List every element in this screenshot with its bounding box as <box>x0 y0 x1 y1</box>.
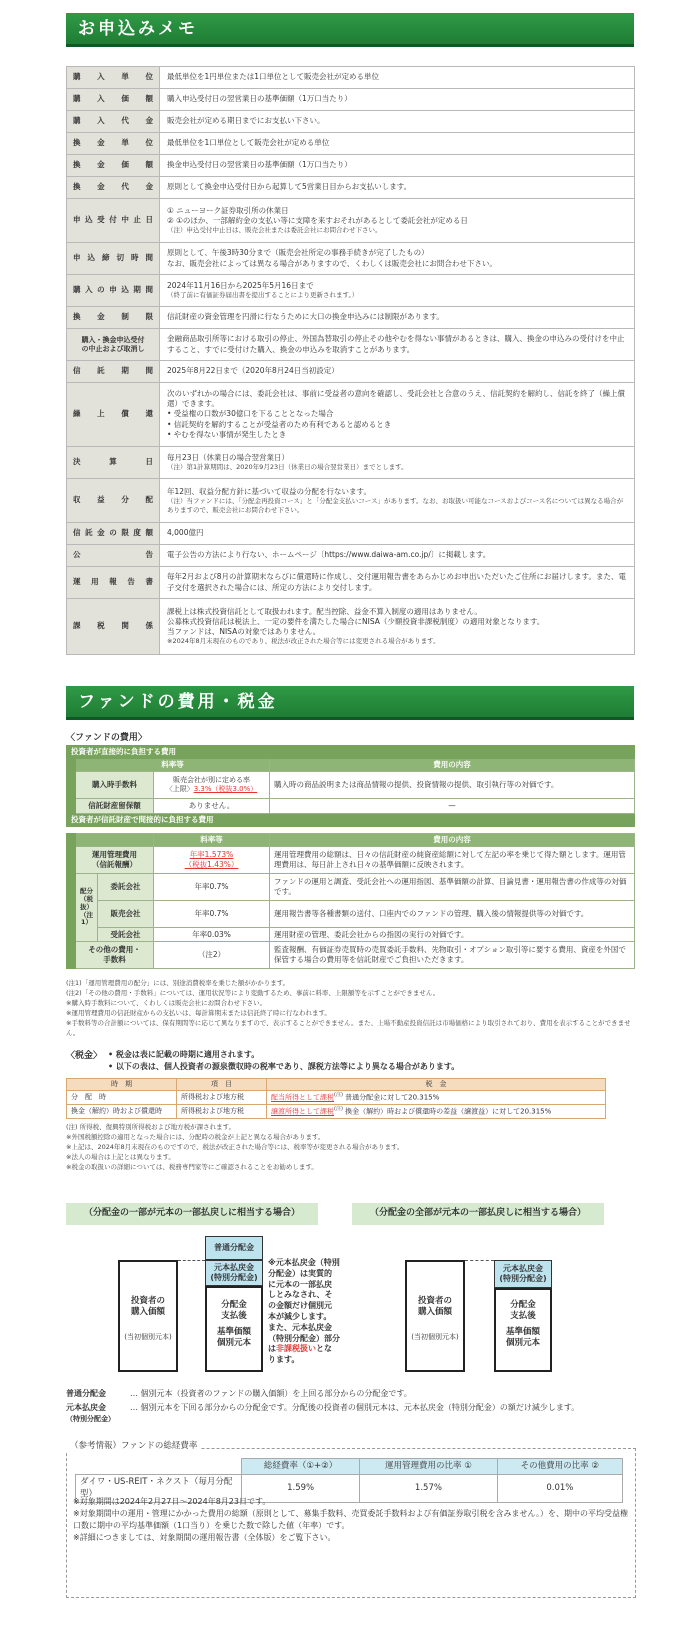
tax-header: 時 期 <box>67 1079 177 1091</box>
after-dist-box <box>494 1288 552 1372</box>
def-text: … 個別元本（投資者のファンドの購入価額）を上回る部分からの分配金です。 <box>130 1389 412 1398</box>
fee-itaku-label: 委託会社 <box>98 874 154 901</box>
normal-dist-box: 普通分配金 <box>205 1236 263 1260</box>
memo-value: 4,000億円 <box>160 523 635 545</box>
tax-exempt-text: 非課税扱い <box>276 1344 316 1354</box>
memo-note: （注）申込受付中止日は、販売会社または委託会社にお問合わせ下さい。 <box>167 226 382 235</box>
dashed-line <box>465 1260 494 1261</box>
tax-rate: 換金（解約）時および償還時の差益（譲渡益）に対して20.315% <box>345 1107 552 1116</box>
distribution-definitions <box>66 1388 636 1425</box>
tax-header: 税 金 <box>267 1079 606 1091</box>
fee-header-content: 費用の内容 <box>270 759 635 772</box>
memo-key: 公告 <box>67 545 160 567</box>
memo-key-line: の中止および取消し <box>81 344 145 353</box>
fee-trust-content: — <box>270 799 635 814</box>
fee-jutaku-rate: 年率0.03% <box>154 928 270 942</box>
refund-sub: (特別分配金) <box>210 1272 258 1282</box>
investor-label: 購入価額 <box>417 1307 452 1318</box>
memo-note: （注）当ファンドには、「分配金再投資コース」と「分配金支払いコース」があります。なお、お取扱い可能なコースおよびコース名については異なる場合がありますので、販売会社にお問合わせ下さい。 <box>167 496 624 514</box>
ratio-header: 総経費率（①+②） <box>242 1459 360 1475</box>
fund-name: ダイワ・US-REIT・ネクスト（毎月分配型） <box>76 1475 242 1503</box>
fee-itaku-rate: 年率0.7% <box>154 874 270 901</box>
fee-note: ※運用管理費用の信託財産からの支払いは、毎計算期末または信託終了時に行なわれます。 <box>66 1009 331 1018</box>
memo-line: ② ①のほか、一部解約金の支払い等に支障を来すおそれがあるとして委託会社が定める日 <box>167 216 468 226</box>
reference-note: ※対象期間中の運用・管理にかかった費用の総額（原則として、募集手数料、売買委託手数料および有価証券取引税を含みません。）を、期中の平均受益権口数に期中の平均基準価額（1口当り）を乗じた数で除した値（年率）です。 <box>73 1509 629 1530</box>
def-term: 元本払戻金 <box>66 1403 106 1412</box>
investor-label: 購入価額 <box>130 1307 165 1318</box>
fee-note: (注2)「その他の費用・手数料」については、運用状況等により変動するため、事前に料率、上限額等を示すことができません。 <box>66 989 440 998</box>
reference-notes <box>73 1496 629 1544</box>
memo-key: 決算日 <box>67 447 160 479</box>
refund-note-line: ります。 <box>268 1355 300 1365</box>
memo-key: 換金価額 <box>67 155 160 177</box>
memo-key: 購入の申込期間 <box>67 275 160 307</box>
refund-note-line: 分配金）は実質的 <box>268 1268 332 1278</box>
memo-key: 購入価額 <box>67 89 160 111</box>
memo-key: 購入単位 <box>67 67 160 89</box>
memo-key: 収益分配 <box>67 479 160 523</box>
after-label: 個別元本 <box>216 1338 251 1349</box>
fee-trust-rate: ありません。 <box>154 799 270 814</box>
ratio-header: 運用管理費用の比率 ① <box>360 1459 497 1475</box>
reference-note: ※対象期間は2024年2月27日～2024年8月23日です。 <box>73 1497 271 1506</box>
tax-item: 所得税および地方税 <box>177 1105 267 1119</box>
refund-note-line: ※元本払戻金（特別 <box>268 1258 340 1267</box>
tax-notes <box>66 1122 636 1172</box>
memo-key: 換金単位 <box>67 133 160 155</box>
investor-label: 投資者の <box>130 1296 165 1306</box>
fee-notes <box>66 978 636 1038</box>
fee-header-content: 費用の内容 <box>270 834 635 847</box>
memo-bullet: • やむを得ない事情が発生したとき <box>167 429 287 439</box>
memo-note: ※2024年8月末現在のものであり、税法が改正された場合等には変更される場合があります。 <box>167 637 440 646</box>
fee-itaku-content: ファンドの運用と調査、受託会社への運用指図、基準価額の計算、目論見書・運用報告書の作成等の対価です。 <box>270 874 635 901</box>
fee-note: (注1)「運用管理費用の配分」には、別途消費税率を乗じた額がかかります。 <box>66 979 290 987</box>
fee-hanbai-content: 運用報告書等各種書類の送付、口座内でのファンドの管理、購入後の情報提供等の対価です。 <box>270 901 635 928</box>
fee-jutaku-label: 受託会社 <box>98 928 154 942</box>
tax-note-mark: (注) <box>334 1092 343 1099</box>
memo-key: 課税関係 <box>67 599 160 655</box>
refund-box <box>205 1260 263 1286</box>
tax-type: 譲渡所得として課税 <box>271 1107 334 1116</box>
investor-sub: (当初個別元本) <box>124 1332 172 1341</box>
memo-key: 購入代金 <box>67 111 160 133</box>
def-text: … 個別元本を下回る部分からの分配金です。分配後の投資者の個別元本は、元本払戻金（特別分配金）の額だけ減少します。 <box>130 1403 580 1412</box>
diagram-caption-full: （分配金の全部が元本の一部払戻しに相当する場合） <box>352 1203 604 1225</box>
memo-value: 電子公告の方法により行ない、ホームページ〔https://www.daiwa-am.co.jp/〕に掲載します。 <box>160 545 635 567</box>
fee-mgmt-sublabel: （信託報酬） <box>92 860 137 870</box>
memo-key: 申込受付中止日 <box>67 199 160 243</box>
tax-note: (注) 所得税、復興特別所得税および地方税が課されます。 <box>66 1123 236 1131</box>
memo-line: 公募株式投資信託は税法上、一定の要件を満たした場合にNISA（少額投資非課税制度）の適用対象となります。 <box>167 617 545 627</box>
tax-intro-2: • 以下の表は、個人投資者の源泉徴収時の税率であり、課税方法等により異なる場合があります。 <box>108 1062 460 1071</box>
refund-label: 元本払戻金 <box>503 1264 543 1273</box>
memo-value: 最低単位を1円単位または1口単位として販売会社が定める単位 <box>160 67 635 89</box>
fee-other-content: 監査報酬、有価証券売買時の売買委託手数料、先物取引・オプション取引等に要する費用、資産を外国で保管する場合の費用等を信託財産でご負担いただきます。 <box>270 942 635 969</box>
memo-note: （注）第1計算期間は、2020年9月23日（休業日の場合翌営業日）までとします。 <box>167 463 408 472</box>
tax-header: 項 目 <box>177 1079 267 1091</box>
ratio-value: 1.59% <box>242 1475 360 1503</box>
fee-trust-label: 信託財産留保額 <box>76 799 154 814</box>
diagram-caption-partial: （分配金の一部が元本の一部払戻しに相当する場合） <box>66 1203 318 1225</box>
section-title-fees-taxes: ファンドの費用・税金 <box>66 686 634 720</box>
memo-line: 次のいずれかの場合には、委託会社は、事前に受益者の意向を確認し、受託会社と合意のうえ、信託契約を解約し、信託を終了（繰上償還）できます。 <box>167 389 625 409</box>
fee-allocation-label: 配分（税抜）（注1） <box>76 874 98 942</box>
tax-rate: 普通分配金に対して20.315% <box>345 1093 440 1102</box>
memo-key-line: 購入・換金申込受付 <box>81 335 145 344</box>
memo-line: 毎月23日（休業日の場合翌営業日） <box>167 453 290 463</box>
tax-label: 〈税金〉 <box>66 1051 103 1061</box>
tax-item: 所得税および地方税 <box>177 1091 267 1105</box>
fee-header-rate: 料率等 <box>154 834 270 847</box>
after-label: 支払後 <box>221 1311 247 1322</box>
memo-key: 換金制限 <box>67 307 160 329</box>
refund-box <box>494 1260 552 1288</box>
investor-label: 投資者の <box>417 1296 452 1306</box>
after-dist-box <box>205 1286 263 1372</box>
memo-key: 運用報告書 <box>67 567 160 599</box>
memo-bullet: • 受益権の口数が30億口を下ることとなった場合 <box>167 409 334 419</box>
after-label: 支払後 <box>510 1311 536 1322</box>
refund-label: 元本払戻金 <box>214 1263 254 1272</box>
tax-timing: 分 配 時 <box>67 1091 177 1105</box>
refund-note-line: また、元本払戻金 <box>268 1322 332 1332</box>
fee-note: ※手数料等の合計額については、保有期間等に応じて異なりますので、表示することができません。また、上場不動産投資信託は市場価格により取引されており、費用を表示することができません。 <box>66 1019 631 1038</box>
fee-group-direct: 投資者が直接的に負担する費用 <box>67 746 635 759</box>
fee-group-indirect: 投資者が信託財産で間接的に負担する費用 <box>67 814 635 827</box>
section-title-application-memo: お申込みメモ <box>66 13 634 47</box>
after-label: 分配金 <box>221 1300 247 1310</box>
investor-price-box <box>118 1260 178 1372</box>
after-label: 基準価額 <box>505 1326 540 1337</box>
memo-key: 信託金の限度額 <box>67 523 160 545</box>
fee-hanbai-rate: 年率0.7% <box>154 901 270 928</box>
refund-note-line: （特別分配金）部分 <box>268 1333 340 1343</box>
memo-line: なお、販売会社によっては異なる場合がありますので、くわしくは販売会社にお問合わせ下さい。 <box>167 258 497 268</box>
refund-note-line: 本が減少します。 <box>268 1311 332 1321</box>
memo-value: 原則として換金申込受付日から起算して5営業日目からお支払いします。 <box>160 177 635 199</box>
memo-value: 金融商品取引所等における取引の停止、外国為替取引の停止その他やむを得ない事情があるときは、購入、換金の申込みの受付けを中止すること、すでに受付けた購入、換金の申込みを取消すことがあります。 <box>160 329 635 361</box>
memo-value: 購入申込受付日の翌営業日の基準価額（1万口当たり） <box>160 89 635 111</box>
memo-value: 換金申込受付日の翌営業日の基準価額（1万口当たり） <box>160 155 635 177</box>
after-label: 分配金 <box>510 1300 536 1310</box>
refund-sub: (特別分配金) <box>499 1273 547 1283</box>
memo-line: 年12回、収益分配方針に基づいて収益の分配を行ないます。 <box>167 486 371 496</box>
refund-note-line: は <box>268 1344 276 1354</box>
fee-header-rate: 料率等 <box>76 759 270 772</box>
refund-note-line: しとみなされ、そ <box>268 1290 333 1300</box>
fee-mgmt-rate-ex: （税抜1.43%） <box>184 860 239 870</box>
memo-note: （終了前に有価証券届出書を提出することにより更新されます。） <box>167 291 359 300</box>
fee-mgmt-rate: 年率1.573% <box>189 850 234 859</box>
fee-buy-cap: 3.3%（税抜3.0%） <box>193 785 258 794</box>
def-term-sub: （特別分配金） <box>66 1415 115 1423</box>
refund-note <box>268 1258 352 1366</box>
memo-key: 繰上償還 <box>67 383 160 447</box>
tax-table <box>66 1078 606 1119</box>
dashed-line <box>178 1260 205 1261</box>
after-label: 個別元本 <box>505 1338 540 1349</box>
fee-mgmt-label: 運用管理費用 <box>92 850 137 859</box>
tax-note: ※上記は、2024年8月末現在のものですので、税法が改正された場合等には、税率等が変更される場合があります。 <box>66 1143 404 1152</box>
tax-intro-1: • 税金は表に記載の時期に適用されます。 <box>108 1050 260 1059</box>
memo-key: 換金代金 <box>67 177 160 199</box>
application-memo-table <box>66 66 635 655</box>
memo-value: 最低単位を1口単位として販売会社が定める単位 <box>160 133 635 155</box>
tax-note: ※法人の場合は上記とは異なります。 <box>66 1153 175 1162</box>
memo-line: 2024年11月16日から2025年5月16日まで <box>167 281 314 291</box>
memo-value: 毎年2月および8月の計算期末ならびに償還時に作成し、交付運用報告書をあらかじめお申出いただいたご住所にお届けします。また、電子交付を選択された場合には、所定の方法により交付します。 <box>160 567 635 599</box>
ratio-header: その他費用の比率 ② <box>497 1459 622 1475</box>
investor-price-box <box>405 1260 465 1372</box>
memo-line: 原則として、午後3時30分まで（販売会社所定の事務手続きが完了したもの） <box>167 248 429 258</box>
tax-note: ※税金の取扱いの詳細については、税務専門家等にご確認されることをお勧めします。 <box>66 1163 318 1172</box>
investor-sub: (当初個別元本) <box>411 1332 459 1341</box>
fees-label: 〈ファンドの費用〉 <box>66 733 147 743</box>
refund-note-line: とな <box>316 1344 332 1354</box>
tax-note-mark: (注) <box>334 1106 343 1113</box>
memo-value: 信託財産の資金管理を円滑に行なうために大口の換金申込みには制限があります。 <box>160 307 635 329</box>
memo-bullet: • 信託契約を解約することが受益者のため有利であると認めるとき <box>167 419 392 429</box>
fee-note: ※購入時手数料について、くわしくは販売会社にお問合わせ下さい。 <box>66 999 267 1008</box>
fees-table <box>66 745 635 827</box>
refund-note-line: の金額だけ個別元 <box>268 1301 332 1311</box>
ratio-value: 1.57% <box>360 1475 497 1503</box>
reference-note: ※詳細につきましては、対象期間の運用報告書（全体版）をご覧下さい。 <box>73 1533 336 1542</box>
ratio-value: 0.01% <box>497 1475 622 1503</box>
tax-type: 配当所得として課税 <box>271 1093 334 1102</box>
tax-note: ※外国税額控除の適用となった場合には、分配時の税金が上記と異なる場合があります。 <box>66 1133 325 1142</box>
reference-title: （参考情報）ファンドの総経費率 <box>66 1441 201 1452</box>
fee-other-sublabel: 手数料 <box>103 955 126 965</box>
memo-line: ① ニューヨーク証券取引所の休業日 <box>167 205 289 215</box>
memo-line: 課税上は株式投資信託として取扱われます。配当控除、益金不算入制度の適用はありません。 <box>167 606 482 616</box>
memo-value: 2025年8月22日まで（2020年8月24日当初設定） <box>160 361 635 383</box>
fee-other-rate: （注2） <box>154 942 270 969</box>
memo-key: 信託期間 <box>67 361 160 383</box>
def-term: 普通分配金 <box>66 1389 106 1398</box>
memo-value: 販売会社が定める期日までにお支払い下さい。 <box>160 111 635 133</box>
memo-key: 申込締切時間 <box>67 243 160 275</box>
fees-table-indirect <box>66 833 635 969</box>
fee-buy-label: 購入時手数料 <box>76 772 154 799</box>
memo-line: 当ファンドは、NISAの対象ではありません。 <box>167 627 321 637</box>
fee-buy-cap-label: 〈上限〉 <box>165 785 194 794</box>
fee-jutaku-content: 運用財産の管理、委託会社からの指図の実行の対価です。 <box>270 928 635 942</box>
fee-hanbai-label: 販売会社 <box>98 901 154 928</box>
fee-buy-rate: 販売会社が別に定める率 <box>173 775 250 784</box>
after-label: 基準価額 <box>216 1326 251 1337</box>
tax-timing: 換金（解約）時および償還時 <box>67 1105 177 1119</box>
fee-mgmt-content: 運用管理費用の総額は、日々の信託財産の純資産総額に対して左記の率を乗じて得た額とします。運用管理費用は、毎日計上され日々の基準価額に反映されます。 <box>270 847 635 874</box>
refund-note-line: に元本の一部払戻 <box>268 1279 332 1289</box>
fee-other-label: その他の費用・ <box>88 945 141 954</box>
fee-buy-content: 購入時の商品説明または商品情報の提供、投資情報の提供、取引執行等の対価です。 <box>270 772 635 799</box>
